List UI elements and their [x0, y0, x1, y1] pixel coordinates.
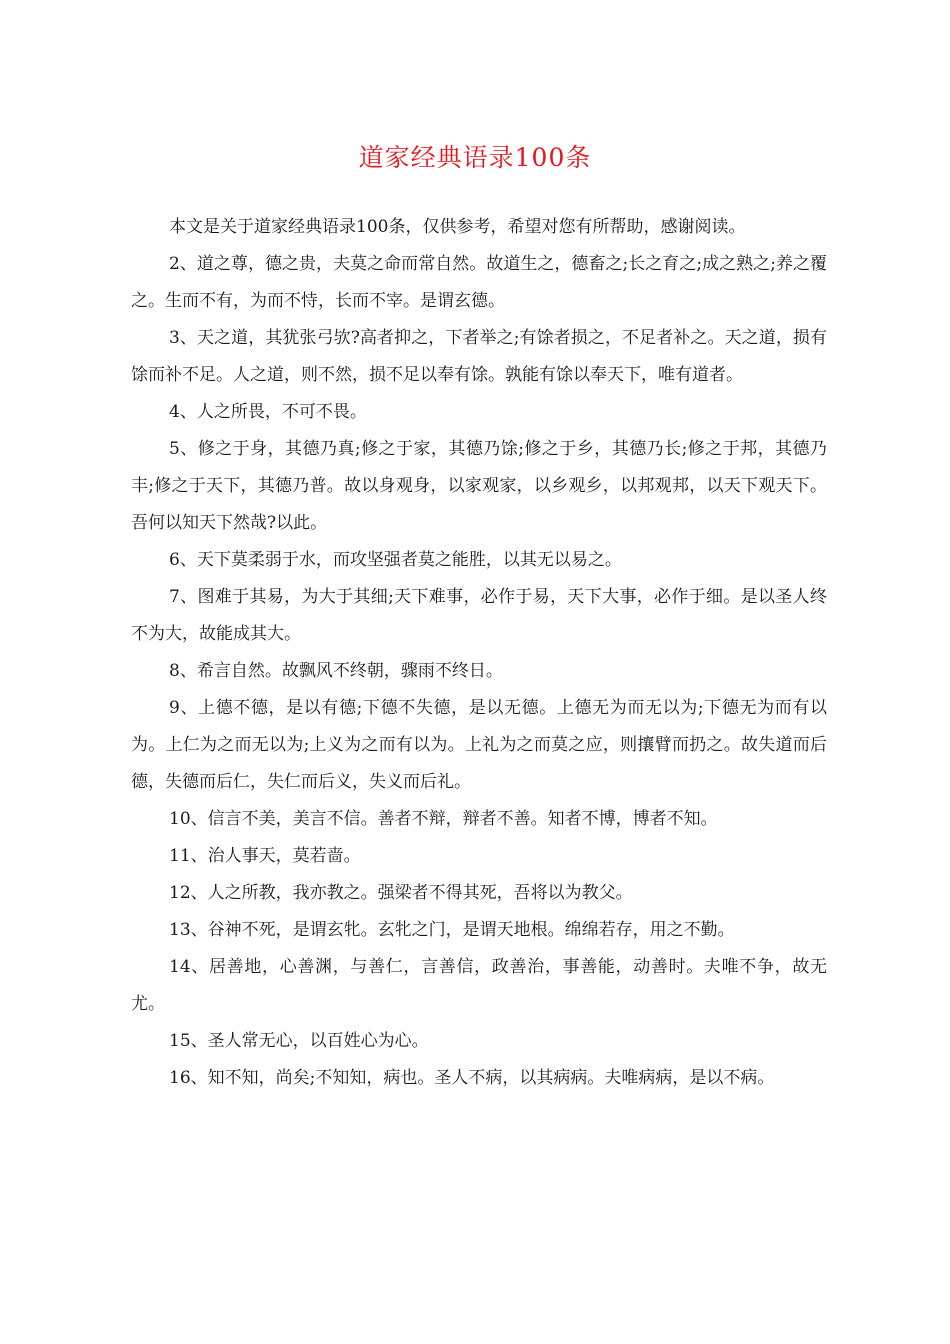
paragraph-quote-9: 9、上德不德，是以有德;下德不失德，是以无德。上德无为而无以为;下德无为而有以为。上仁为之而无以为;上义为之而有以为。上礼为之而莫之应，则攘臂而扔之。故失道而后德，失德而后仁，失仁而后义，失义而后礼。 [131, 698, 827, 792]
paragraph-quote-16: 16、知不知，尚矣;不知知，病也。圣人不病，以其病病。夫唯病病，是以不病。 [169, 1068, 775, 1088]
paragraph-quote-2: 2、道之尊，德之贵，夫莫之命而常自然。故道生之，德畜之;长之育之;成之熟之;养之覆之。生而不有，为而不恃，长而不宰。是谓玄德。 [131, 254, 827, 311]
paragraph-intro: 本文是关于道家经典语录100条，仅供参考，希望对您有所帮助，感谢阅读。 [169, 217, 746, 237]
paragraph-quote-8: 8、希言自然。故飘风不终朝，骤雨不终日。 [169, 661, 503, 681]
paragraph-quote-11: 11、治人事天，莫若啬。 [169, 846, 361, 866]
paragraph-quote-7: 7、图难于其易，为大于其细;天下难事，必作于易，天下大事，必作于细。是以圣人终不为大，故能成其大。 [131, 587, 827, 644]
paragraph-quote-5: 5、修之于身，其德乃真;修之于家，其德乃馀;修之于乡，其德乃长;修之于邦，其德乃丰;修之于天下，其德乃普。故以身观身，以家观家，以乡观乡，以邦观邦，以天下观天下。吾何以知天下然哉?以此。 [131, 439, 827, 533]
paragraph-quote-12: 12、人之所教，我亦教之。强梁者不得其死，吾将以为教父。 [169, 883, 633, 903]
paragraph-quote-3: 3、天之道，其犹张弓欤?高者抑之，下者举之;有馀者损之，不足者补之。天之道，损有馀而补不足。人之道，则不然，损不足以奉有馀。孰能有馀以奉天下，唯有道者。 [131, 328, 827, 385]
document-body [131, 209, 827, 1097]
document-title: 道家经典语录100条 [358, 143, 592, 172]
paragraph-quote-6: 6、天下莫柔弱于水，而攻坚强者莫之能胜，以其无以易之。 [169, 550, 622, 570]
paragraph-quote-15: 15、圣人常无心，以百姓心为心。 [169, 1031, 429, 1051]
paragraph-quote-10: 10、信言不美，美言不信。善者不辩，辩者不善。知者不博，博者不知。 [169, 809, 718, 829]
paragraph-quote-14: 14、居善地，心善渊，与善仁，言善信，政善治，事善能，动善时。夫唯不争，故无尤。 [131, 957, 827, 1014]
paragraph-quote-13: 13、谷神不死，是谓玄牝。玄牝之门，是谓天地根。绵绵若存，用之不勤。 [169, 920, 735, 940]
paragraph-quote-4: 4、人之所畏，不可不畏。 [169, 402, 367, 422]
